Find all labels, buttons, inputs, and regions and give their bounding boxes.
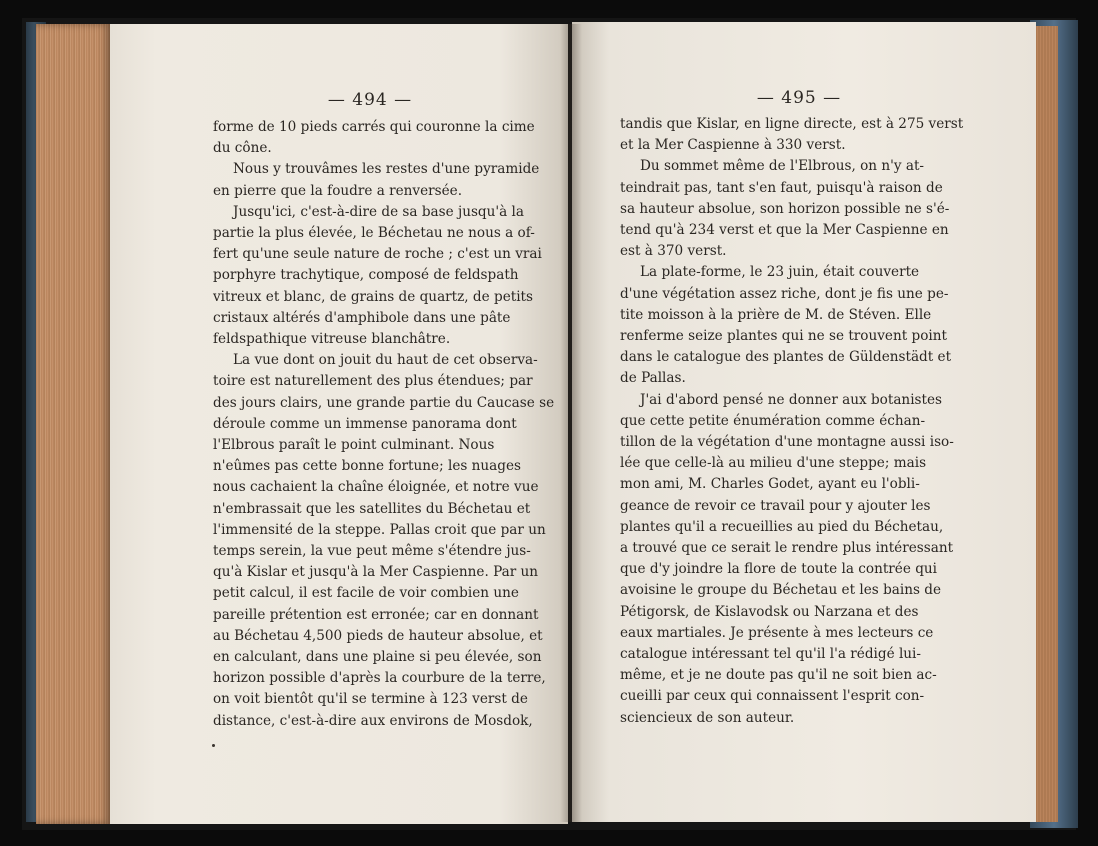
text-line: nous cachaient la chaîne éloignée, et notre vue [213,479,539,496]
text-line: l'immensité de la steppe. Pallas croit que par un [213,521,546,538]
text-line: est à 370 verst. [620,243,727,260]
text-line: geance de revoir ce travail pour y ajouter les [620,497,931,514]
text-line: porphyre trachytique, composé de feldspath [213,267,519,284]
text-line: distance, c'est-à-dire aux environs de Mosdok, [213,712,533,729]
right-page-number: — 495 — [756,88,842,108]
text-line: n'eûmes pas cette bonne fortune; les nuages [213,458,521,475]
page-edges-right [1036,26,1058,822]
text-line: a trouvé que ce serait le rendre plus intéressant [620,540,954,557]
text-line: cueilli par ceux qui connaissent l'esprit con- [620,688,925,705]
ink-spot [212,744,215,747]
text-line: pareille prétention est erronée; car en donnant [213,606,539,623]
text-line: en calculant, dans une plaine si peu élevée, son [213,649,542,666]
text-line: temps serein, la vue peut même s'étendre jus- [213,543,531,560]
text-line: tite moisson à la prière de M. de Stéven. Elle [620,306,932,323]
left-page [110,24,568,824]
text-line: que cette petite énumération comme échan- [620,412,926,429]
text-line: fert qu'une seule nature de roche ; c'est un vrai [213,246,542,263]
text-line: toire est naturellement des plus étendues; par [213,373,533,390]
text-line: sa hauteur absolue, son horizon possible ne s'é- [620,200,950,217]
text-line: teindrait pas, tant s'en faut, puisqu'à raison de [620,179,943,196]
text-line: J'ai d'abord pensé ne donner aux botanistes [640,391,942,408]
text-line: en pierre que la foudre a renversée. [213,182,463,199]
text-line: cristaux altérés d'amphibole dans une pâte [213,309,511,326]
text-line: Nous y trouvâmes les restes d'une pyramide [233,161,540,178]
text-line: lée que celle-là au milieu d'une steppe; mais [620,455,927,472]
text-line: renferme seize plantes qui ne se trouvent point [620,328,947,345]
page-edges-left [36,24,112,824]
left-page-text [213,117,555,732]
text-line: plantes qu'il a recueillies au pied du Béchetau, [620,518,944,535]
text-line: dans le catalogue des plantes de Güldenstädt et [620,349,952,366]
text-line: sciencieux de son auteur. [620,709,795,726]
text-line: La plate-forme, le 23 juin, était couverte [640,264,920,281]
text-line: petit calcul, il est facile de voir combien une [213,585,519,602]
text-line: avoisine le groupe du Béchetau et les bains de [620,582,942,599]
text-line: feldspathique vitreuse blanchâtre. [213,331,451,348]
text-line: Jusqu'ici, c'est-à-dire de sa base jusqu'à la [233,203,524,220]
text-line: et la Mer Caspienne à 330 verst. [620,137,846,154]
text-line: La vue dont on jouit du haut de cet observa- [233,352,538,369]
right-page [572,22,1036,822]
text-line: mon ami, M. Charles Godet, ayant eu l'obli- [620,476,920,493]
text-line: horizon possible d'après la courbure de la terre, [213,670,546,687]
text-line: catalogue intéressant tel qu'il l'a rédigé lui- [620,646,921,663]
text-line: tillon de la végétation d'une montagne aussi iso- [620,434,954,451]
text-line: déroule comme un immense panorama dont [213,415,517,432]
text-line: des jours clairs, une grande partie du Caucase se [213,394,555,411]
book-gutter [560,24,582,822]
text-line: on voit bientôt qu'il se termine à 123 verst de [213,691,528,708]
text-line: partie la plus élevée, le Béchetau ne nous a of- [213,225,535,242]
text-line: même, et je ne doute pas qu'il ne soit bien ac- [620,667,937,684]
text-line: l'Elbrous paraît le point culminant. Nous [213,437,495,454]
text-line: tandis que Kislar, en ligne directe, est à 275 verst [620,116,964,132]
text-line: n'embrassait que les satellites du Béchetau et [213,500,531,517]
right-page-text [620,114,964,729]
text-line: que d'y joindre la flore de toute la contrée qui [620,561,938,578]
text-line: eaux martiales. Je présente à mes lecteurs ce [620,624,934,641]
left-page-number: — 494 — [327,90,413,110]
text-line: forme de 10 pieds carrés qui couronne la cime [213,119,535,135]
text-line: tend qu'à 234 verst et que la Mer Caspienne en [620,222,949,239]
text-line: de Pallas. [620,370,686,387]
text-line: Du sommet même de l'Elbrous, on n'y at- [640,158,925,175]
text-line: vitreux et blanc, de grains de quartz, de petits [213,288,533,305]
text-line: au Béchetau 4,500 pieds de hauteur absolue, et [213,627,543,644]
text-line: d'une végétation assez riche, dont je fis une pe- [620,285,949,302]
text-line: Pétigorsk, de Kislavodsk ou Narzana et des [620,603,919,620]
text-line: qu'à Kislar et jusqu'à la Mer Caspienne. Par un [213,564,539,581]
text-line: du cône. [213,140,272,157]
